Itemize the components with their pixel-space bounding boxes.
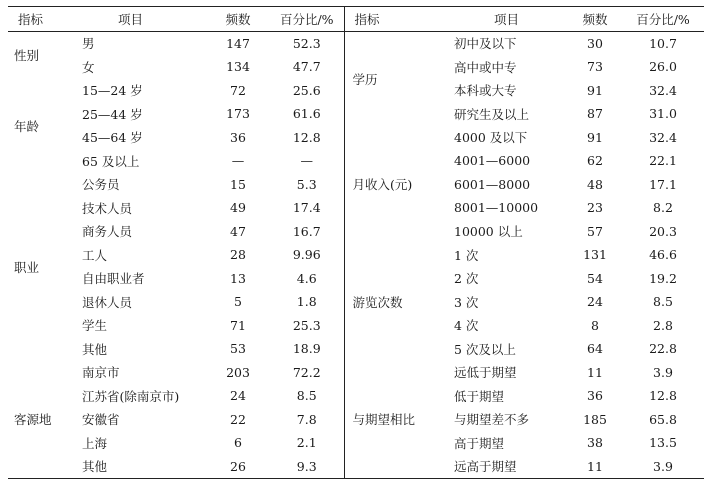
- header-item-right: 项目: [494, 11, 520, 27]
- header-count-right: 频数: [582, 11, 608, 27]
- left-item-cell: 25—44 岁: [82, 106, 143, 122]
- right-item-cell: 10000 以上: [454, 224, 523, 240]
- left-percent-cell: 25.3: [270, 314, 344, 338]
- right-percent-cell: 26.0: [649, 59, 677, 75]
- left-item-cell: 女: [82, 59, 95, 75]
- right-item-cell: 与期望差不多: [454, 412, 530, 428]
- right-item-cell: 远低于期望: [454, 365, 517, 381]
- right-count-cell: 11: [587, 364, 603, 380]
- left-item-cell: 安徽省: [82, 412, 120, 428]
- left-percent-cell: 4.6: [270, 267, 344, 291]
- right-item-cell: 初中及以下: [454, 36, 517, 52]
- left-count-cell: 49: [230, 200, 246, 216]
- left-item-cell: 工人: [82, 247, 108, 263]
- left-count-cell: —: [231, 153, 245, 169]
- left-item-cell: 技术人员: [82, 200, 133, 216]
- left-percent-cell: 61.6: [270, 102, 344, 126]
- right-indicator-cell: 学历: [352, 71, 378, 87]
- table-row: [8, 243, 704, 267]
- right-percent-cell: 19.2: [649, 270, 677, 286]
- left-percent-cell: 7.8: [270, 408, 344, 432]
- left-count-cell: 173: [226, 106, 250, 122]
- right-item-cell: 1 次: [454, 247, 479, 263]
- right-indicator-cell: 与期望相比: [352, 412, 416, 428]
- right-item-cell: 4000 及以下: [454, 130, 528, 146]
- left-count-cell: 203: [226, 364, 250, 380]
- left-indicator-cell: 职业: [14, 259, 40, 275]
- statistics-table: [8, 6, 704, 479]
- right-percent-cell: 12.8: [649, 388, 677, 404]
- right-item-cell: 5 次及以上: [454, 341, 516, 357]
- right-item-cell: 4001—6000: [454, 153, 531, 169]
- left-percent-cell: 52.3: [270, 31, 344, 55]
- right-percent-cell: 20.3: [649, 223, 677, 239]
- right-count-cell: 91: [587, 82, 603, 98]
- left-count-cell: 36: [230, 129, 246, 145]
- left-count-cell: 15: [230, 176, 246, 192]
- left-indicator-cell: 年龄: [14, 118, 40, 134]
- right-percent-cell: 13.5: [649, 435, 677, 451]
- right-percent-cell: 10.7: [649, 35, 677, 51]
- left-count-cell: 24: [230, 388, 246, 404]
- left-percent-cell: —: [270, 149, 344, 173]
- left-item-cell: 学生: [82, 318, 108, 334]
- left-indicator-cell: 客源地: [14, 412, 52, 428]
- right-percent-cell: 8.5: [653, 294, 673, 310]
- left-item-cell: 江苏省(除南京市): [82, 388, 180, 404]
- left-item-cell: 南京市: [82, 365, 120, 381]
- right-percent-cell: 65.8: [649, 411, 677, 427]
- right-indicator-cell: 游览次数: [352, 294, 403, 310]
- header-percent-right: 百分比/%: [636, 11, 690, 27]
- right-count-cell: 8: [591, 317, 599, 333]
- left-percent-cell: 5.3: [270, 173, 344, 197]
- left-count-cell: 22: [230, 411, 246, 427]
- right-percent-cell: 46.6: [649, 247, 677, 263]
- left-item-cell: 其他: [82, 341, 108, 357]
- right-percent-cell: 3.9: [653, 458, 673, 474]
- right-count-cell: 38: [587, 435, 603, 451]
- left-percent-cell: 1.8: [270, 290, 344, 314]
- right-percent-cell: 17.1: [649, 176, 677, 192]
- left-percent-cell: 9.3: [270, 455, 344, 479]
- right-count-cell: 62: [587, 153, 603, 169]
- right-item-cell: 8001—10000: [454, 200, 539, 216]
- left-percent-cell: 72.2: [270, 361, 344, 385]
- left-count-cell: 28: [230, 247, 246, 263]
- right-percent-cell: 32.4: [649, 129, 677, 145]
- left-count-cell: 72: [230, 82, 246, 98]
- right-item-cell: 高于期望: [454, 435, 505, 451]
- right-count-cell: 48: [587, 176, 603, 192]
- right-item-cell: 6001—8000: [454, 176, 531, 192]
- right-count-cell: 64: [587, 341, 603, 357]
- left-item-cell: 上海: [82, 435, 108, 451]
- right-count-cell: 87: [587, 106, 603, 122]
- right-count-cell: 24: [587, 294, 603, 310]
- left-item-cell: 男: [82, 36, 95, 52]
- left-count-cell: 71: [230, 317, 246, 333]
- right-item-cell: 2 次: [454, 271, 479, 287]
- left-item-cell: 15—24 岁: [82, 83, 143, 99]
- right-count-cell: 57: [587, 223, 603, 239]
- left-percent-cell: 12.8: [270, 126, 344, 150]
- right-count-cell: 54: [587, 270, 603, 286]
- left-item-cell: 公务员: [82, 177, 120, 193]
- left-percent-cell: 18.9: [270, 337, 344, 361]
- right-count-cell: 131: [583, 247, 607, 263]
- left-item-cell: 45—64 岁: [82, 130, 143, 146]
- right-item-cell: 4 次: [454, 318, 479, 334]
- left-count-cell: 147: [226, 35, 250, 51]
- right-item-cell: 远高于期望: [454, 459, 517, 475]
- left-percent-cell: 9.96: [270, 243, 344, 267]
- left-count-cell: 6: [234, 435, 242, 451]
- right-indicator-cell: 月收入(元): [352, 177, 413, 193]
- right-count-cell: 23: [587, 200, 603, 216]
- table-body: [8, 31, 704, 479]
- table-row: [8, 361, 704, 385]
- right-percent-cell: 22.1: [649, 153, 677, 169]
- left-percent-cell: 25.6: [270, 79, 344, 103]
- right-item-cell: 低于期望: [454, 388, 505, 404]
- right-item-cell: 3 次: [454, 294, 479, 310]
- header-percent-left: 百分比/%: [270, 7, 344, 32]
- left-item-cell: 其他: [82, 459, 108, 475]
- right-count-cell: 91: [587, 129, 603, 145]
- right-percent-cell: 32.4: [649, 82, 677, 98]
- left-indicator-cell: 性别: [14, 48, 40, 63]
- left-percent-cell: 17.4: [270, 196, 344, 220]
- left-count-cell: 134: [226, 59, 250, 75]
- left-count-cell: 47: [230, 223, 246, 239]
- right-count-cell: 73: [587, 59, 603, 75]
- header-count-left: 频数: [225, 11, 251, 27]
- left-count-cell: 13: [230, 270, 246, 286]
- right-count-cell: 30: [587, 35, 603, 51]
- right-percent-cell: 2.8: [653, 317, 673, 333]
- left-count-cell: 5: [234, 294, 242, 310]
- right-percent-cell: 31.0: [649, 106, 677, 122]
- header-item-left: 项目: [118, 11, 144, 27]
- table-row: [8, 126, 704, 150]
- left-item-cell: 自由职业者: [82, 271, 145, 287]
- left-item-cell: 65 及以上: [82, 153, 140, 169]
- table-row: [8, 31, 704, 55]
- right-percent-cell: 8.2: [653, 200, 673, 216]
- right-item-cell: 本科或大专: [454, 83, 517, 99]
- header-indicator-right: 指标: [354, 11, 380, 27]
- right-percent-cell: 22.8: [649, 341, 677, 357]
- right-count-cell: 185: [583, 411, 607, 427]
- left-percent-cell: 47.7: [270, 55, 344, 79]
- left-count-cell: 53: [230, 341, 246, 357]
- right-count-cell: 36: [587, 388, 603, 404]
- right-item-cell: 高中或中专: [454, 59, 517, 75]
- left-percent-cell: 16.7: [270, 220, 344, 244]
- header-indicator-left: 指标: [18, 11, 44, 27]
- header-row: [8, 7, 704, 32]
- left-percent-cell: 8.5: [270, 384, 344, 408]
- left-count-cell: 26: [230, 458, 246, 474]
- left-item-cell: 商务人员: [82, 224, 133, 240]
- left-item-cell: 退休人员: [82, 294, 133, 310]
- right-item-cell: 研究生及以上: [454, 106, 530, 122]
- right-percent-cell: 3.9: [653, 364, 673, 380]
- left-percent-cell: 2.1: [270, 431, 344, 455]
- right-count-cell: 11: [587, 458, 603, 474]
